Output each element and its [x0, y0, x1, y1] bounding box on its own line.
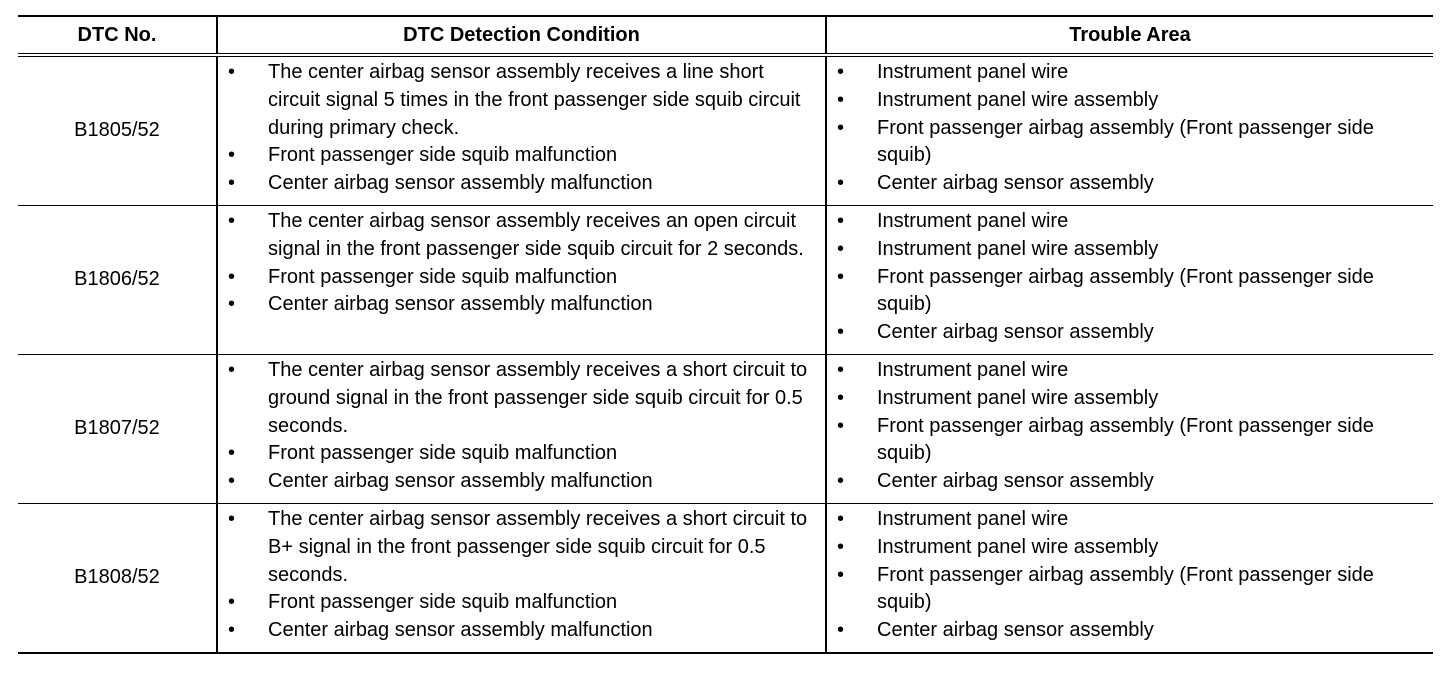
trouble-area-item — [837, 385, 1393, 413]
bullet-icon: • — [837, 237, 845, 260]
bullet-icon: • — [228, 172, 236, 195]
bullet-icon: • — [228, 508, 236, 530]
bullet-icon: • — [837, 535, 845, 558]
trouble-area-item — [837, 357, 1393, 385]
trouble-area-text: Center airbag sensor assembly — [877, 321, 1154, 344]
trouble-area-text: Instrument panel wire — [877, 359, 1069, 381]
bullet-icon: • — [837, 172, 845, 195]
condition-text: Center airbag sensor assembly malfunction — [268, 293, 653, 316]
condition-text: Center airbag sensor assembly malfunction — [268, 619, 653, 642]
dtc-number: B1808/52 — [18, 504, 217, 654]
trouble-area-text: Instrument panel wire — [877, 210, 1069, 232]
condition-list — [218, 357, 825, 496]
bullet-icon: • — [837, 470, 845, 493]
condition-list — [218, 506, 825, 645]
trouble-area-item — [837, 468, 1393, 496]
detection-condition-cell — [217, 504, 826, 654]
condition-item — [228, 617, 815, 645]
bullet-icon: • — [228, 210, 236, 232]
condition-text: Center airbag sensor assembly malfunction — [268, 172, 653, 195]
trouble-area-item — [837, 264, 1393, 320]
trouble-area-text: Front passenger airbag assembly (Front passenger side squib) — [877, 414, 1374, 465]
condition-item — [228, 291, 815, 319]
condition-list — [218, 208, 825, 319]
condition-item — [228, 468, 815, 496]
condition-item — [228, 506, 815, 589]
header-row — [18, 16, 1433, 55]
trouble-area-list — [827, 506, 1433, 645]
bullet-icon: • — [837, 359, 845, 381]
trouble-area-cell — [826, 55, 1433, 206]
condition-item — [228, 440, 815, 468]
trouble-area-text: Center airbag sensor assembly — [877, 619, 1154, 642]
bullet-icon: • — [228, 144, 236, 167]
bullet-icon: • — [228, 470, 236, 493]
dtc-number: B1806/52 — [18, 206, 217, 355]
trouble-area-text: Instrument panel wire assembly — [877, 535, 1159, 558]
header-detection-condition: DTC Detection Condition — [217, 16, 826, 55]
condition-text: Center airbag sensor assembly malfunction — [268, 470, 653, 493]
trouble-area-item — [837, 236, 1393, 264]
condition-text: The center airbag sensor assembly receives a line short circuit signal 5 times in the front passenger side squib circuit during primary check. — [268, 61, 801, 139]
condition-item — [228, 589, 815, 617]
trouble-area-item — [837, 115, 1393, 171]
table-row — [18, 55, 1433, 206]
condition-text: The center airbag sensor assembly receives a short circuit to B+ signal in the front passenger side squib circuit for 0.5 seconds. — [268, 508, 808, 586]
trouble-area-text: Front passenger airbag assembly (Front passenger side squib) — [877, 116, 1374, 167]
bullet-icon: • — [837, 210, 845, 232]
trouble-area-text: Instrument panel wire — [877, 61, 1069, 83]
condition-item — [228, 170, 815, 198]
table-row — [18, 504, 1433, 654]
bullet-icon: • — [837, 116, 845, 139]
bullet-icon: • — [837, 61, 845, 83]
detection-condition-cell — [217, 55, 826, 206]
condition-item — [228, 264, 815, 292]
trouble-area-text: Instrument panel wire assembly — [877, 88, 1159, 111]
trouble-area-item — [837, 87, 1393, 115]
table-body — [18, 55, 1433, 653]
table-row — [18, 355, 1433, 504]
condition-list — [218, 59, 825, 198]
header-dtc-no: DTC No. — [18, 16, 217, 55]
condition-text: Front passenger side squib malfunction — [268, 591, 618, 614]
trouble-area-item — [837, 617, 1393, 645]
bullet-icon: • — [228, 265, 236, 288]
table-row — [18, 206, 1433, 355]
trouble-area-cell — [826, 206, 1433, 355]
detection-condition-cell — [217, 206, 826, 355]
bullet-icon: • — [228, 442, 236, 465]
trouble-area-item — [837, 534, 1393, 562]
condition-item — [228, 142, 815, 170]
bullet-icon: • — [837, 386, 845, 409]
condition-text: Front passenger side squib malfunction — [268, 265, 618, 288]
condition-text: Front passenger side squib malfunction — [268, 144, 618, 167]
dtc-number: B1807/52 — [18, 355, 217, 504]
bullet-icon: • — [228, 359, 236, 381]
trouble-area-item — [837, 506, 1393, 534]
trouble-area-text: Front passenger airbag assembly (Front passenger side squib) — [877, 563, 1374, 614]
bullet-icon: • — [837, 265, 845, 288]
table-header — [18, 16, 1433, 55]
dtc-number: B1805/52 — [74, 119, 160, 142]
detection-condition-cell — [217, 355, 826, 504]
condition-item — [228, 208, 815, 264]
trouble-area-list — [827, 357, 1433, 496]
trouble-area-text: Center airbag sensor assembly — [877, 172, 1154, 195]
bullet-icon: • — [228, 293, 236, 316]
bullet-icon: • — [228, 61, 236, 83]
trouble-area-list — [827, 208, 1433, 347]
trouble-area-item — [837, 59, 1393, 87]
bullet-icon: • — [228, 591, 236, 614]
bullet-icon: • — [837, 88, 845, 111]
trouble-area-text: Instrument panel wire assembly — [877, 386, 1159, 409]
header-trouble-area: Trouble Area — [826, 16, 1433, 55]
bullet-icon: • — [837, 563, 845, 586]
condition-item — [228, 59, 815, 142]
bullet-icon: • — [837, 508, 845, 530]
condition-text: The center airbag sensor assembly receives a short circuit to ground signal in the front passenger side squib circuit for 0.5 seconds. — [268, 359, 808, 437]
bullet-icon: • — [837, 619, 845, 642]
trouble-area-item — [837, 208, 1393, 236]
trouble-area-text: Front passenger airbag assembly (Front passenger side squib) — [877, 265, 1374, 316]
bullet-icon: • — [837, 321, 845, 344]
trouble-area-item — [837, 562, 1393, 618]
bullet-icon: • — [837, 414, 845, 437]
condition-item — [228, 357, 815, 440]
trouble-area-text: Instrument panel wire assembly — [877, 237, 1159, 260]
condition-text: Front passenger side squib malfunction — [268, 442, 618, 465]
trouble-area-item — [837, 319, 1393, 347]
bullet-icon: • — [228, 619, 236, 642]
trouble-area-item — [837, 413, 1393, 469]
trouble-area-list — [827, 59, 1433, 198]
dtc-table — [18, 15, 1433, 654]
trouble-area-item — [837, 170, 1393, 198]
trouble-area-text: Center airbag sensor assembly — [877, 470, 1154, 493]
trouble-area-cell — [826, 355, 1433, 504]
trouble-area-text: Instrument panel wire — [877, 508, 1069, 530]
condition-text: The center airbag sensor assembly receives an open circuit signal in the front passenger side squib circuit for 2 seconds. — [268, 210, 804, 260]
trouble-area-cell — [826, 504, 1433, 654]
